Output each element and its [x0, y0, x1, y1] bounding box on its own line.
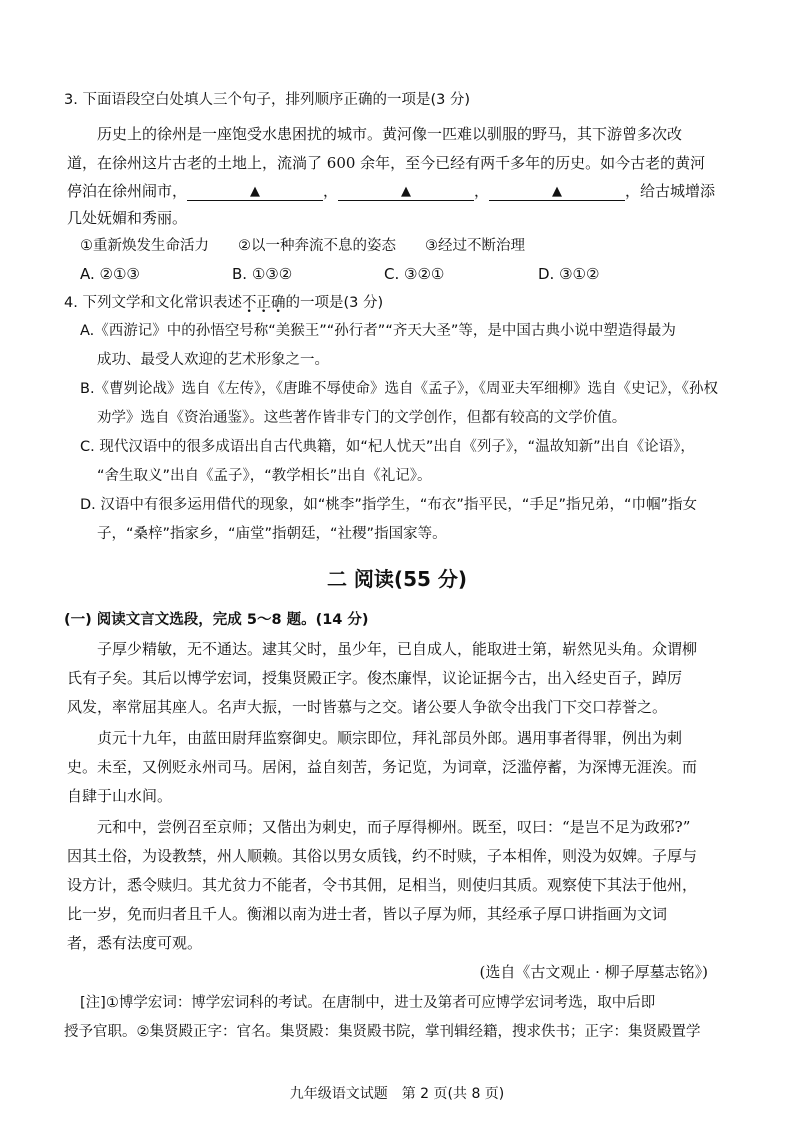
- answer-blank-3[interactable]: [489, 182, 625, 201]
- passage-source: (选自《古文观止 · 柳子厚墓志铭》): [479, 963, 708, 981]
- passage-p1-line-3: 风发，率常屈其座人。名声大振，一时皆慕与之交。诸公要人争欲令出我门下交口荐誉之。: [67, 698, 668, 716]
- q3-passage-line-3: [67, 181, 715, 201]
- triangle-icon: ▲: [250, 184, 261, 199]
- section-title: 二 阅读(55 分): [326, 567, 468, 591]
- q4-option-c-line-2: “舍生取义”出自《孟子》，“教学相长”出自《礼记》。: [97, 468, 432, 484]
- passage-p2-line-3: 自肆于山水间。: [67, 787, 173, 805]
- answer-blank-2[interactable]: [338, 182, 474, 201]
- blank-separator-2: ，: [474, 182, 490, 200]
- q4-option-d-line-2: 子，“桑梓”指家乡，“庙堂”指朝廷，“社稷”指国家等。: [97, 526, 447, 542]
- q4-stem-end: 的一项是(3 分): [285, 295, 384, 311]
- q3-passage-line-1: 历史上的徐州是一座饱受水患困扰的城市。黄河像一匹难以驯服的野马，其下游曾多次改: [97, 125, 683, 143]
- q3-passage-line-2: 道，在徐州这片古老的土地上，流淌了 600 余年，至今已经有两千多年的历史。如今古老的黄河: [67, 154, 706, 172]
- note-line-1: [注]①博学宏词：博学宏词科的考试。在唐制中，进士及第者可应博学宏词考选，取中后即: [80, 995, 656, 1011]
- q3-option-a[interactable]: A. ②①③: [80, 265, 140, 283]
- q4-stem-start: 4. 下列文学和文化常识表述: [64, 295, 242, 311]
- passage-p2-line-1: 贞元十九年，由蓝田尉拜监察御史。顺宗即位，拜礼部员外郎。遇用事者得罪，例出为刺: [97, 729, 683, 747]
- triangle-icon: ▲: [401, 184, 412, 199]
- q4-option-c-line-1[interactable]: C. 现代汉语中的很多成语出自古代典籍，如“杞人忧天”出自《列子》，“温故知新”出自《论语》，: [80, 439, 695, 455]
- q4-option-a-line-1[interactable]: A.《西游记》中的孙悟空号称“美猴王”“孙行者”“齐天大圣”等，是中国古典小说中塑造得最为: [80, 323, 676, 339]
- passage-p2-line-2: 史。未至，又例贬永州司马。居闲，益自刻苦，务记览，为词章，泛滥停蓄，为深博无涯涘。而: [67, 758, 698, 776]
- note-line-2: 授予官职。②集贤殿正字：官名。集贤殿：集贤殿书院，掌刊辑经籍，搜求佚书；正字：集贤殿置学: [64, 1024, 701, 1040]
- q3-option-d[interactable]: D. ③①②: [538, 265, 600, 283]
- q3-passage-line-4: 几处妩媚和秀丽。: [67, 209, 188, 227]
- q4-stem: [64, 293, 383, 313]
- passage-p3-line-1: 元和中，尝例召至京师；又偕出为刺史，而子厚得柳州。既至，叹曰：“是岂不足为政邪?”: [97, 818, 691, 836]
- triangle-icon: ▲: [552, 184, 563, 199]
- blank-separator-1: ，: [323, 182, 339, 200]
- emphasis-char-3: 确: [270, 295, 286, 311]
- answer-blank-1[interactable]: [187, 182, 323, 201]
- q3-passage-line-3-end: ，给古城增添: [625, 182, 716, 200]
- q3-passage-line-3-start: 停泊在徐州闹市，: [67, 182, 188, 200]
- passage-p3-line-2: 因其土俗，为设教禁，州人顺赖。其俗以男女质钱，约不时赎，子本相侔，则没为奴婢。子厚与: [67, 847, 698, 865]
- q4-option-b-line-1[interactable]: B.《曹刿论战》选自《左传》，《唐雎不辱使命》选自《孟子》，《周亚夫军细柳》选自《史记》，《孙权: [80, 381, 719, 397]
- q4-option-d-line-1[interactable]: D. 汉语中有很多运用借代的现象，如“桃李”指学生，“布衣”指平民，“手足”指兄弟，“巾帼”指女: [80, 497, 697, 513]
- emphasis-char-1: 不: [241, 295, 257, 311]
- reading-heading: (一) 阅读文言文选段，完成 5～8 题。(14 分): [64, 612, 369, 628]
- q4-option-b-line-2: 劝学》选自《资治通鉴》。这些著作皆非专门的文学创作，但都有较高的文学价值。: [97, 410, 627, 426]
- passage-p1-line-1: 子厚少精敏，无不通达。逮其父时，虽少年，已自成人，能取进士第，崭然见头角。众谓柳: [97, 640, 698, 658]
- emphasis-char-2: 正: [256, 295, 271, 311]
- q4-option-a-line-2: 成功、最受人欢迎的艺术形象之一。: [97, 352, 329, 368]
- q3-stem: 3. 下面语段空白处填人三个句子，排列顺序正确的一项是(3 分): [64, 92, 471, 108]
- passage-p3-line-5: 者，悉有法度可观。: [67, 934, 203, 952]
- passage-p1-line-2: 氏有子矣。其后以博学宏词，授集贤殿正字。俊杰廉悍，议论证据今古，出入经史百子，踔厉: [67, 669, 683, 687]
- passage-p3-line-3: 设方计，悉令赎归。其尤贫力不能者，令书其佣，足相当，则使归其质。观察使下其法于他州，: [67, 876, 698, 894]
- q3-option-c[interactable]: C. ③②①: [384, 265, 445, 283]
- q3-items: ①重新焕发生命活力 ②以一种奔流不息的姿态 ③经过不断治理: [80, 238, 525, 254]
- passage-p3-line-4: 比一岁，免而归者且千人。衡湘以南为进士者，皆以子厚为师，其经承子厚口讲指画为文词: [67, 905, 668, 923]
- q3-option-b[interactable]: B. ①③②: [232, 265, 293, 283]
- page-footer: 九年级语文试题 第 2 页(共 8 页): [289, 1086, 505, 1102]
